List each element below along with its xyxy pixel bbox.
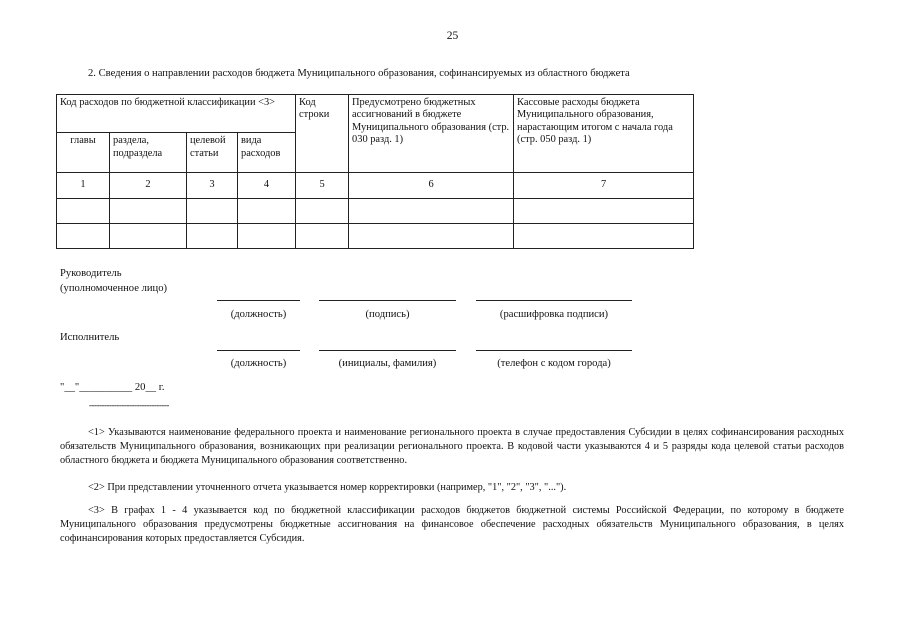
expenses-table bbox=[56, 94, 694, 249]
subheader-celevoy: целевой статьи bbox=[187, 133, 238, 173]
empty-cell[interactable] bbox=[187, 198, 238, 223]
col-number: 7 bbox=[514, 173, 694, 198]
footnote-2 bbox=[60, 481, 844, 495]
head-sublabel: (уполномоченное лицо) bbox=[60, 283, 168, 294]
empty-cell[interactable] bbox=[514, 223, 694, 248]
table-header-row bbox=[57, 95, 694, 133]
table-number-row bbox=[57, 173, 694, 198]
col-number: 5 bbox=[296, 173, 349, 198]
section-heading: 2. Сведения о направлении расходов бюджета Муниципального образования, софинансируемых из областного бюджета bbox=[88, 68, 630, 79]
footnote-separator: -------------------------------- bbox=[89, 400, 169, 410]
executor-phone-caption: (телефон с кодом города) bbox=[497, 358, 611, 369]
empty-cell[interactable] bbox=[238, 223, 296, 248]
empty-cell[interactable] bbox=[514, 198, 694, 223]
subheader-glavy: главы bbox=[57, 133, 110, 173]
decode-line[interactable] bbox=[476, 300, 632, 301]
empty-cell[interactable] bbox=[187, 223, 238, 248]
position-caption: (должность) bbox=[230, 309, 287, 320]
empty-cell[interactable] bbox=[349, 223, 514, 248]
decode-caption: (расшифровка подписи) bbox=[499, 309, 609, 320]
table-row bbox=[57, 223, 694, 248]
empty-cell[interactable] bbox=[296, 198, 349, 223]
head-label: Руководитель bbox=[60, 268, 122, 279]
empty-cell[interactable] bbox=[110, 198, 187, 223]
footnote-text: <2> При представлении уточненного отчета указывается номер корректировки (например, "1", "2", "3", "..."). bbox=[88, 482, 567, 493]
footnote-3 bbox=[60, 504, 844, 546]
empty-cell[interactable] bbox=[57, 223, 110, 248]
subheader-vida: вида расходов bbox=[238, 133, 296, 173]
empty-cell[interactable] bbox=[296, 223, 349, 248]
executor-label: Исполнитель bbox=[60, 332, 120, 343]
header-cash-cell: Кассовые расходы бюджета Муниципального образования, нарастающим итогом с начала года (стр. 050 разд. 1) bbox=[514, 95, 694, 173]
footnote-text: <3> В графах 1 - 4 указывается код по бюджетной классификации расходов бюджетов бюджетной системы Российской Федерации, по которому в бюджете Муниципального образования предусмотрены бюджетные ассигнования на финансовое обеспечение расходных обязательств Муниципального образования, в целях софинансирования которых предоставляется Субсидия. bbox=[60, 505, 844, 544]
page-number: 25 bbox=[446, 30, 459, 42]
signature-caption: (подпись) bbox=[365, 309, 410, 320]
date-field: "__"__________ 20__ г. bbox=[60, 382, 165, 393]
col-number: 6 bbox=[349, 173, 514, 198]
col-number: 1 bbox=[57, 173, 110, 198]
position-line[interactable] bbox=[217, 300, 300, 301]
header-code-cell: Код расходов по бюджетной классификации <3> bbox=[57, 95, 296, 133]
signature-line[interactable] bbox=[319, 300, 456, 301]
col-number: 3 bbox=[187, 173, 238, 198]
empty-cell[interactable] bbox=[349, 198, 514, 223]
executor-position-caption: (должность) bbox=[230, 358, 287, 369]
subheader-razdel: раздела, подраздела bbox=[110, 133, 187, 173]
footnote-text: <1> Указываются наименование федерального проекта и наименование регионального проекта в случае предоставления Субсидии в целях софинансирования расходных обязательств Муниципального образования, возникающих при реализации регионального проекта. В кодовой части указываются 4 и 5 разряды кода целевой статьи расходов областного бюджета и бюджета Муниципального образования соответственно. bbox=[60, 427, 844, 466]
empty-cell[interactable] bbox=[110, 223, 187, 248]
header-row-code-cell: Код строки bbox=[296, 95, 349, 173]
col-number: 4 bbox=[238, 173, 296, 198]
empty-cell[interactable] bbox=[238, 198, 296, 223]
executor-position-line[interactable] bbox=[217, 350, 300, 351]
executor-name-line[interactable] bbox=[319, 350, 456, 351]
empty-cell[interactable] bbox=[57, 198, 110, 223]
header-planned-cell: Предусмотрено бюджетных ассигнований в бюджете Муниципального образования (стр. 030 разд. 1) bbox=[349, 95, 514, 173]
executor-name-caption: (инициалы, фамилия) bbox=[338, 358, 437, 369]
col-number: 2 bbox=[110, 173, 187, 198]
footnote-1 bbox=[60, 426, 844, 468]
table-row bbox=[57, 198, 694, 223]
executor-phone-line[interactable] bbox=[476, 350, 632, 351]
